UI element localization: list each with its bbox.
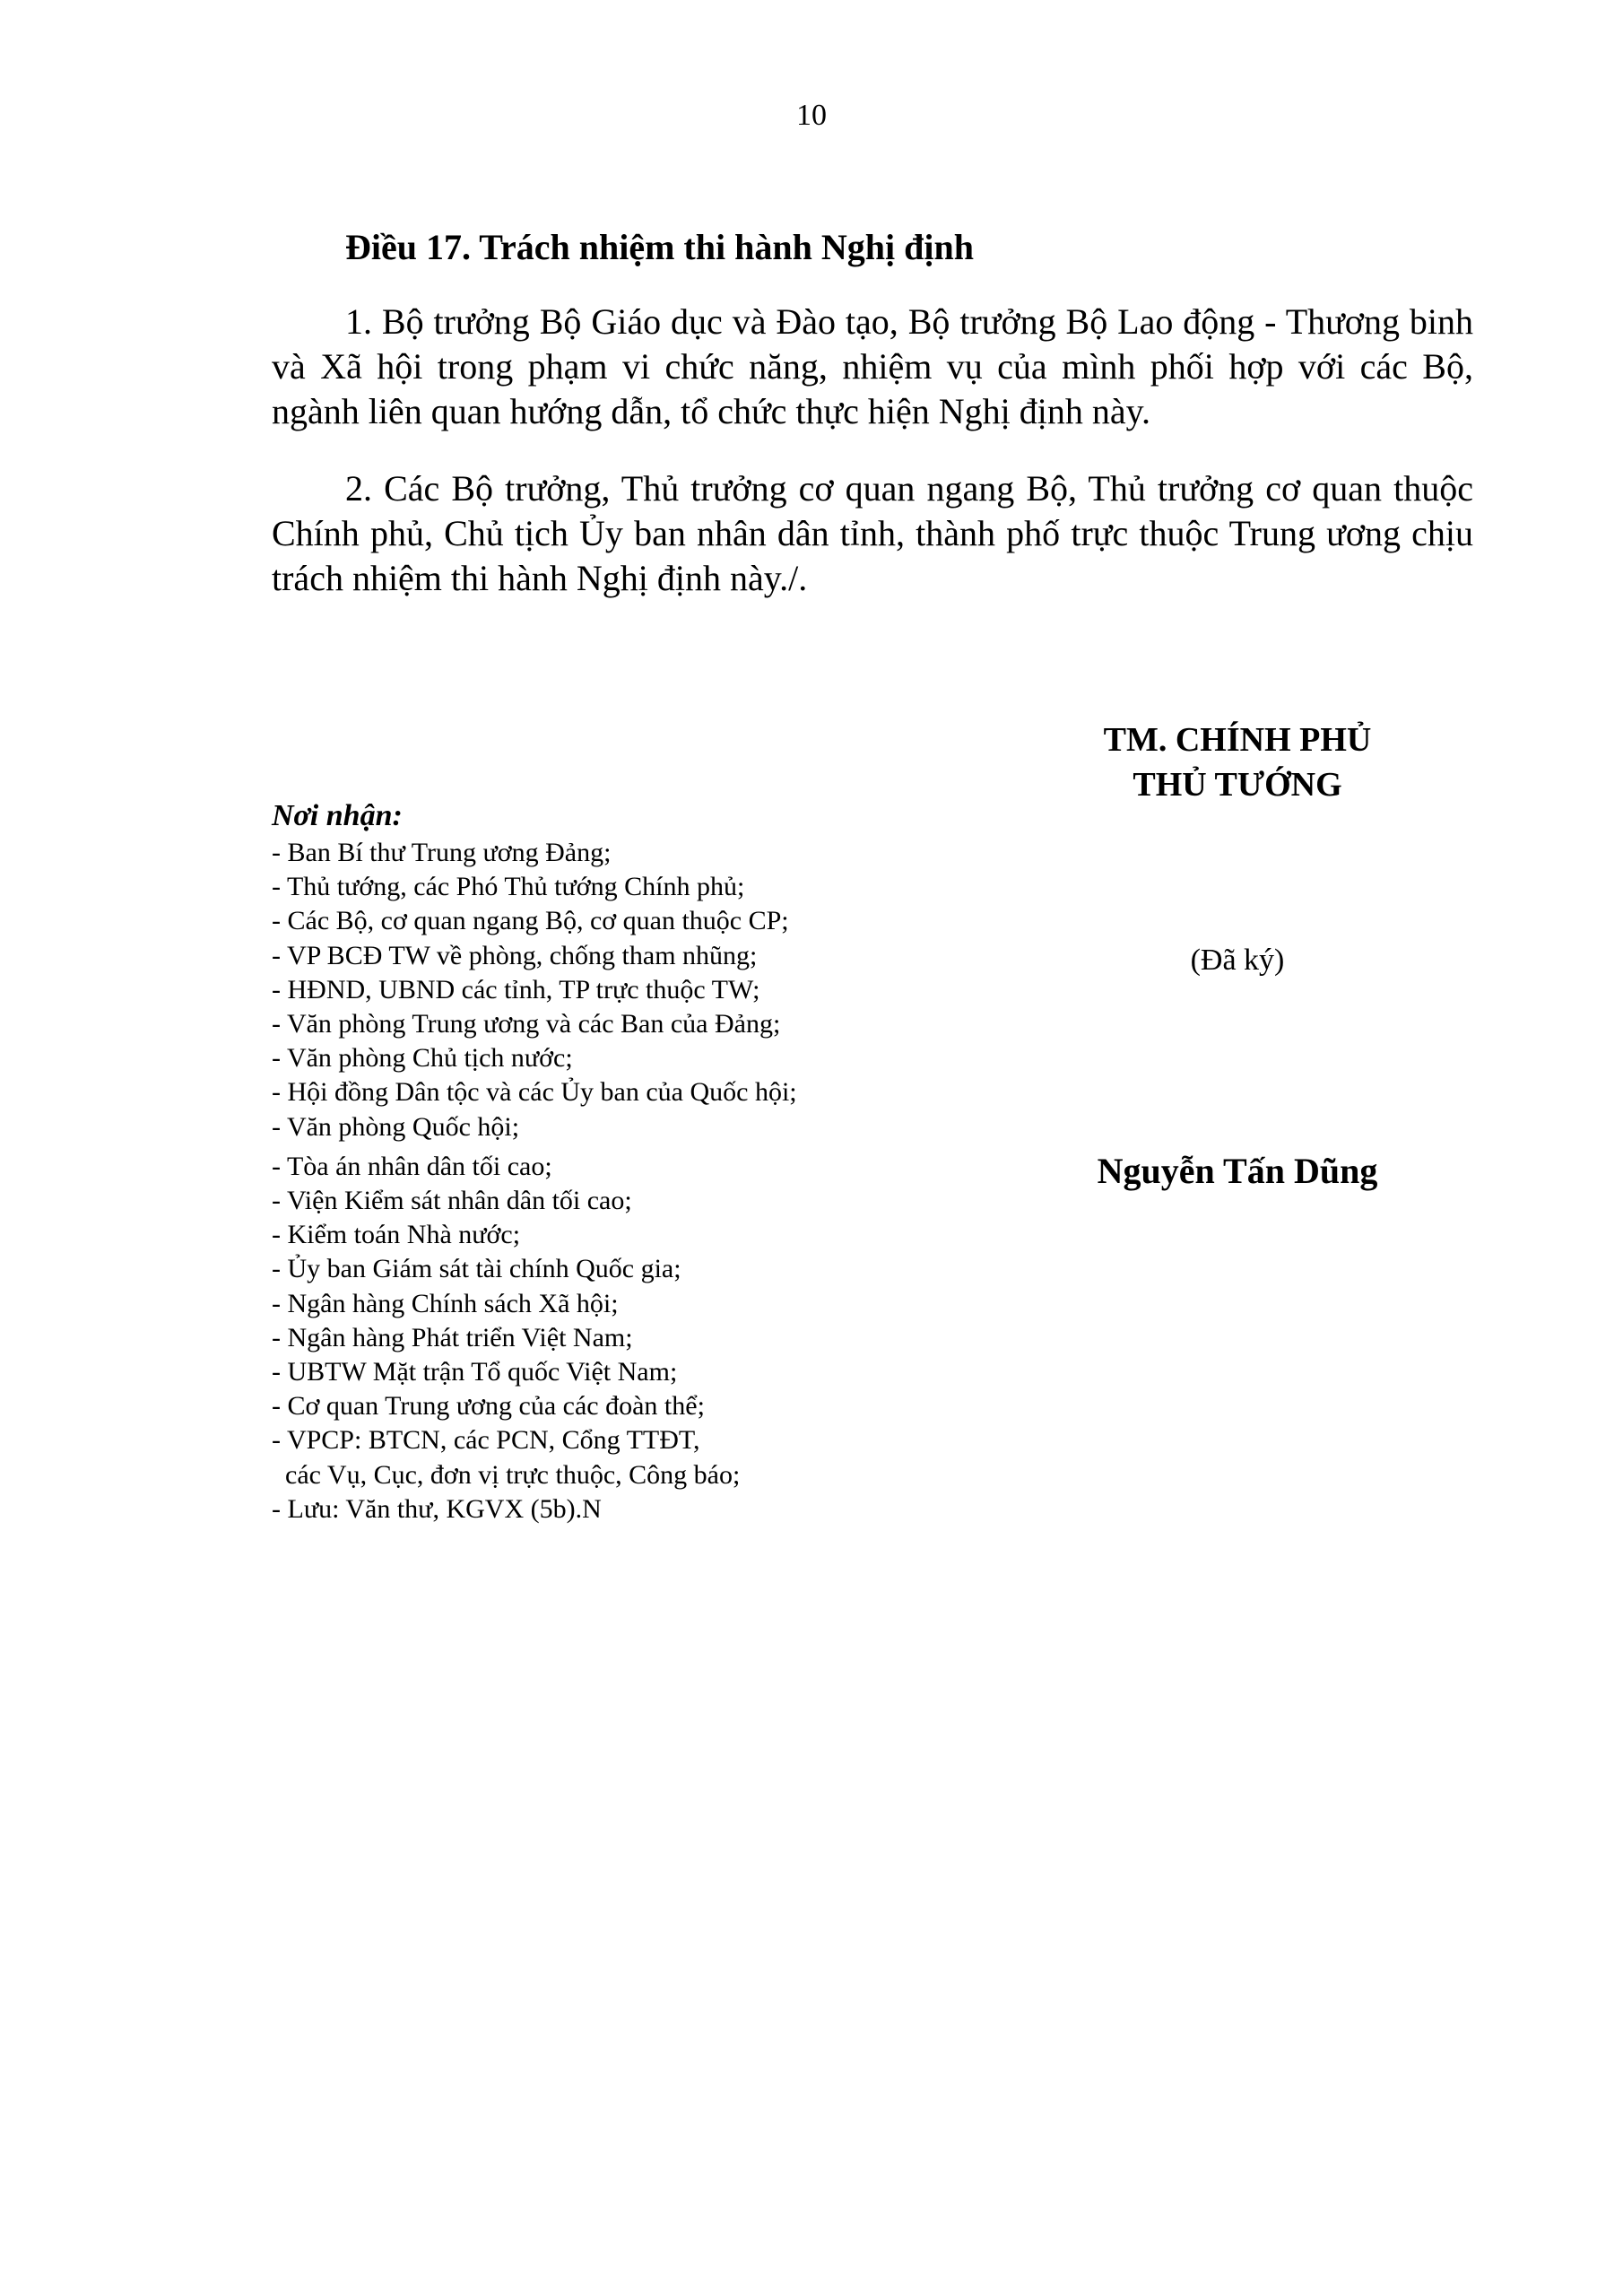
- recipient-item: các Vụ, Cục, đơn vị trực thuộc, Công báo;: [272, 1459, 741, 1490]
- recipient-item: - Thủ tướng, các Phó Thủ tướng Chính phủ;: [272, 872, 745, 902]
- recipient-item: - VPCP: BTCN, các PCN, Cổng TTĐT,: [272, 1425, 700, 1456]
- signature-title-line-1: TM. CHÍNH PHỦ: [1103, 721, 1372, 759]
- recipient-item: - HĐND, UBND các tỉnh, TP trực thuộc TW;: [272, 974, 760, 1004]
- article-title: Điều 17. Trách nhiệm thi hành Nghị định: [345, 227, 974, 267]
- recipient-item: - Viện Kiểm sát nhân dân tối cao;: [272, 1186, 632, 1216]
- recipient-item: - Cơ quan Trung ương của các đoàn thể;: [272, 1391, 705, 1422]
- recipient-item: - Văn phòng Trung ương và các Ban của Đảng;: [272, 1009, 781, 1039]
- signed-note: (Đã ký): [1190, 944, 1285, 977]
- recipient-item: - Tòa án nhân dân tối cao;: [272, 1151, 552, 1181]
- recipient-item: - Văn phòng Quốc hội;: [272, 1111, 520, 1142]
- recipient-item: - Kiểm toán Nhà nước;: [272, 1220, 521, 1250]
- recipient-item: - Các Bộ, cơ quan ngang Bộ, cơ quan thuộc CP;: [272, 906, 789, 936]
- recipient-item: - Văn phòng Chủ tịch nước;: [272, 1043, 573, 1074]
- recipient-item: - Ngân hàng Phát triển Việt Nam;: [272, 1322, 633, 1352]
- signatory-name: Nguyễn Tấn Dũng: [1097, 1151, 1378, 1191]
- recipient-item: - Lưu: Văn thư, KGVX (5b).N: [272, 1493, 602, 1524]
- recipient-item: - VP BCĐ TW về phòng, chống tham nhũng;: [272, 940, 758, 970]
- recipient-item: - Ngân hàng Chính sách Xã hội;: [272, 1288, 619, 1318]
- recipients-section: [272, 796, 953, 1526]
- article-paragraph-2: 2. Các Bộ trưởng, Thủ trưởng cơ quan ngang Bộ, Thủ trưởng cơ quan thuộc Chính phủ, Chủ tịch Ủy ban nhân dân tỉnh, thành phố trực thuộc Trung ương chịu trách nhiệm thi hành Nghị định này./.: [272, 468, 1473, 598]
- recipients-heading: Nơi nhận:: [272, 799, 403, 832]
- recipient-item: - Hội đồng Dân tộc và các Ủy ban của Quốc hội;: [272, 1077, 797, 1108]
- article-paragraph-1: 1. Bộ trưởng Bộ Giáo dục và Đào tạo, Bộ trưởng Bộ Lao động - Thương binh và Xã hội trong phạm vi chức năng, nhiệm vụ của mình phối hợp với các Bộ, ngành liên quan hướng dẫn, tổ chức thực hiện Nghị định này.: [272, 301, 1473, 431]
- signature-title-line-2: THỦ TƯỚNG: [1133, 766, 1342, 804]
- recipient-item: - UBTW Mặt trận Tổ quốc Việt Nam;: [272, 1357, 678, 1387]
- recipient-item: - Ban Bí thư Trung ương Đảng;: [272, 838, 612, 867]
- signature-block: [968, 718, 1506, 807]
- page-number: 10: [796, 99, 827, 132]
- recipient-item: - Ủy ban Giám sát tài chính Quốc gia;: [272, 1254, 681, 1284]
- recipient-list: [272, 836, 953, 1526]
